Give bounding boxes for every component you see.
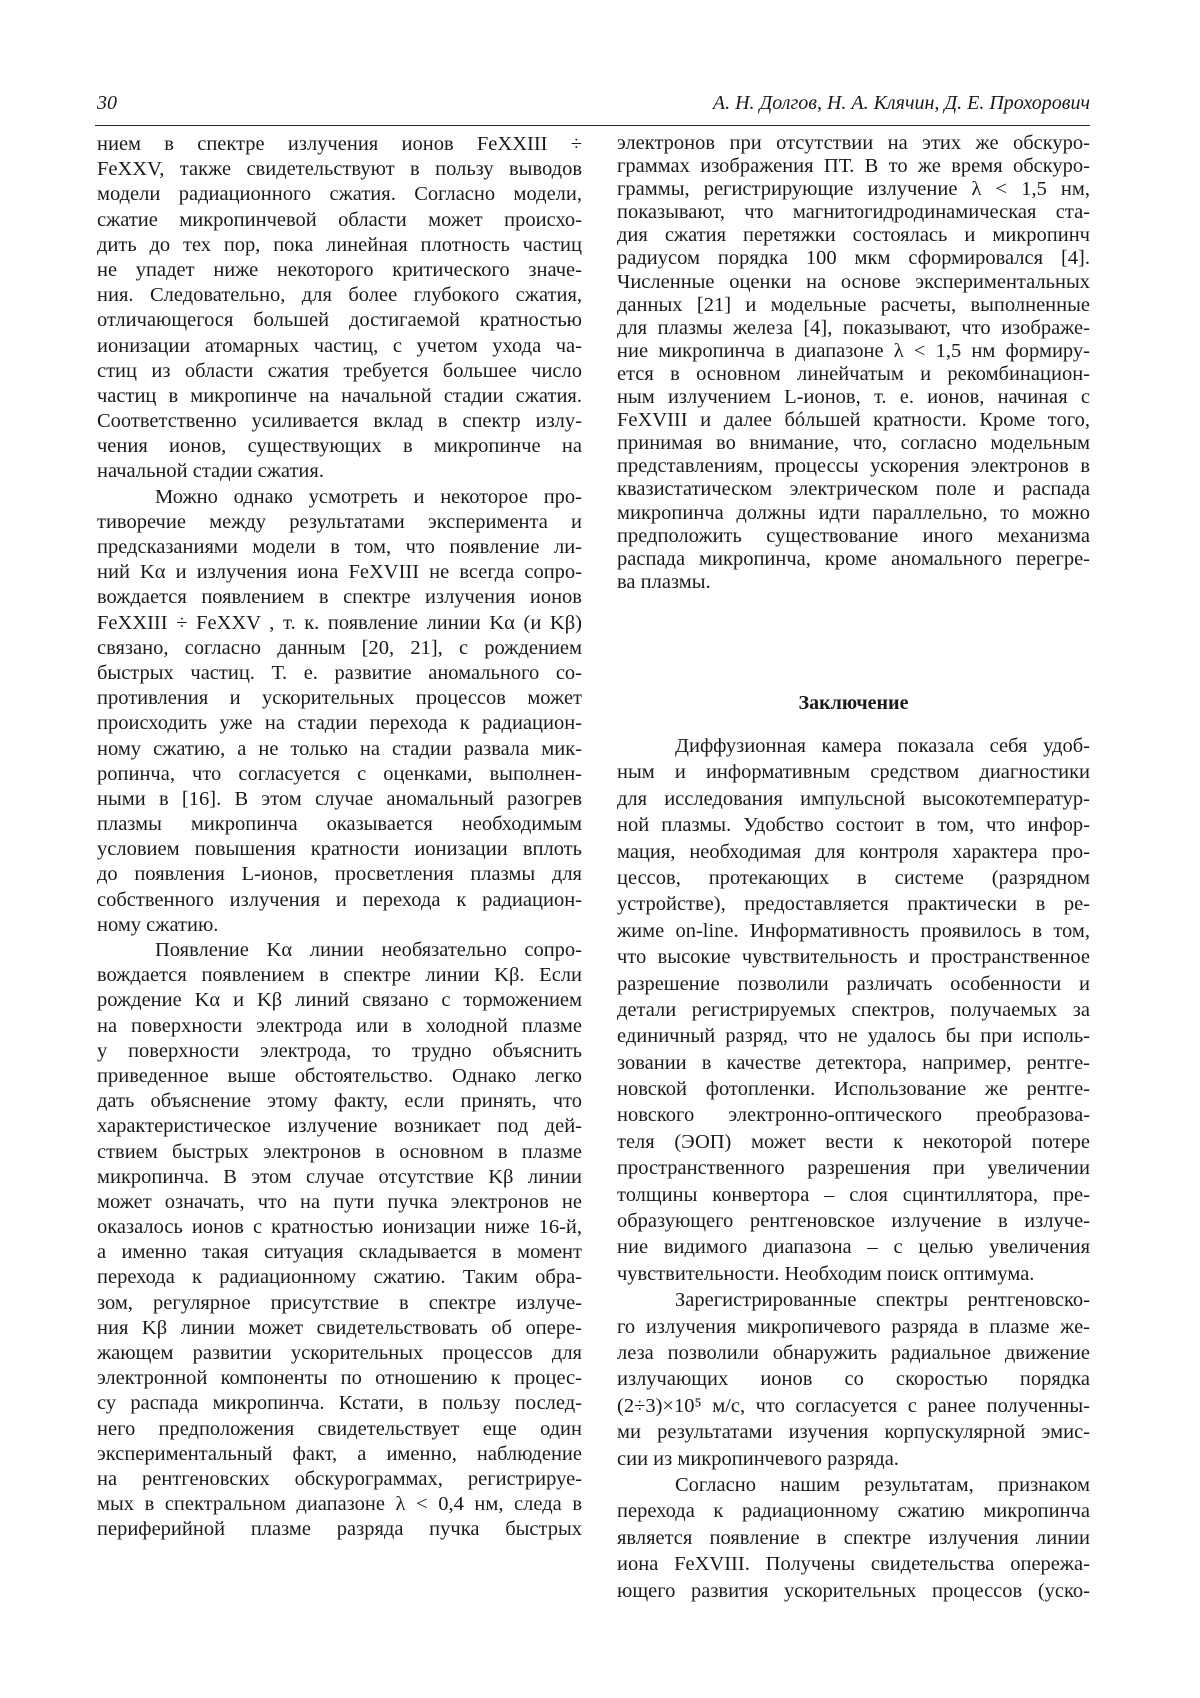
text-line: цессов, протекающих в системе (разрядном xyxy=(617,865,1090,891)
text-line: перехода к радиационному сжатию микропинча xyxy=(617,1498,1090,1524)
text-line: зовании в качестве детектора, например, рентге- xyxy=(617,1050,1090,1076)
text-line: оказалось ионов с кратностью ионизации ниже 16-й, xyxy=(97,1215,582,1240)
text-line: пространственного разрешения при увеличении xyxy=(617,1155,1090,1181)
text-line: распада микропинча, кроме аномального перегре- xyxy=(617,548,1090,571)
conclusion-body xyxy=(617,733,1090,1604)
text-line: ния Kβ линии может свидетельствовать об опере- xyxy=(97,1316,582,1341)
text-line: чувствительности. Необходим поиск оптимума. xyxy=(617,1261,1090,1287)
running-header-authors: А. Н. Долгов, Н. А. Клячин, Д. Е. Прохорович xyxy=(713,88,1090,118)
text-line: FeXXV, также свидетельствуют в пользу выводов xyxy=(97,157,582,182)
text-line: предположить существование иного механизма xyxy=(617,525,1090,548)
text-line: начальной стадии сжатия. xyxy=(97,459,582,484)
text-line: представлениям, процессы ускорения электронов в xyxy=(617,455,1090,478)
text-line: является появление в спектре излучения линии xyxy=(617,1525,1090,1551)
text-line: теля (ЭОП) может вести к некоторой потере xyxy=(617,1129,1090,1155)
text-line: ется в основном линейчатым и рекомбинацион- xyxy=(617,363,1090,386)
text-line: су распада микропинча. Кстати, в пользу послед- xyxy=(97,1391,582,1416)
text-line: Зарегистрированные спектры рентгеновско- xyxy=(617,1287,1090,1313)
text-line: микропинча. В этом случае отсутствие Kβ линии xyxy=(97,1165,582,1190)
right-column xyxy=(617,132,1090,594)
text-line: экспериментальный факт, а именно, наблюдение xyxy=(97,1442,582,1467)
text-line: данных [21] и модельные расчеты, выполненные xyxy=(617,294,1090,317)
paragraph xyxy=(97,132,582,485)
text-line: вождается появлением в спектре линии Kβ. Если xyxy=(97,963,582,988)
paragraph xyxy=(617,733,1090,1287)
text-line: чения ионов, существующих в микропинче на xyxy=(97,434,582,459)
paragraph xyxy=(617,1472,1090,1604)
text-line: радиусом порядка 100 мкм сформировался [4]. xyxy=(617,247,1090,270)
paragraph xyxy=(97,938,582,1543)
text-line: электронов при отсутствии на этих же обскуро- xyxy=(617,132,1090,155)
text-line: происходить уже на стадии перехода к радиацион- xyxy=(97,711,582,736)
text-line: противления и ускорительных процессов может xyxy=(97,686,582,711)
header-rule xyxy=(95,125,1090,126)
text-line: характеристическое излучение возникает под дей- xyxy=(97,1114,582,1139)
text-line: не упадет ниже некоторого критического значе- xyxy=(97,258,582,283)
text-line: жиме on-line. Информативность проявилось в том, xyxy=(617,918,1090,944)
text-line: периферийной плазме разряда пучка быстрых xyxy=(97,1517,582,1542)
text-line: предсказаниями модели в том, что появление ли- xyxy=(97,535,582,560)
text-line: дия сжатия перетяжки состоялась и микропинч xyxy=(617,224,1090,247)
text-line: Появление Kα линии необязательно сопро- xyxy=(97,938,582,963)
paragraph xyxy=(97,485,582,938)
text-line: ионизации атомарных частиц, с учетом ухода ча- xyxy=(97,334,582,359)
text-line: жающем развитии ускорительных процессов для xyxy=(97,1341,582,1366)
text-line: ствием быстрых электронов в основном в плазме xyxy=(97,1140,582,1165)
text-line: го излучения микропичевого разряда в плазме же- xyxy=(617,1314,1090,1340)
text-line: ному сжатию. xyxy=(97,913,582,938)
text-line: перехода к радиационному сжатию. Таким обра- xyxy=(97,1265,582,1290)
text-line: тиворечие между результатами эксперимента и xyxy=(97,510,582,535)
text-line: ний Kα и излучения иона FeXVIII не всегда сопро- xyxy=(97,560,582,585)
text-line: детали регистрируемых спектров, получаемых за xyxy=(617,997,1090,1023)
text-line: Диффузионная камера показала себя удоб- xyxy=(617,733,1090,759)
text-line: дить до тех пор, пока линейная плотность частиц xyxy=(97,233,582,258)
text-line: нием в спектре излучения ионов FeXXIII ÷ xyxy=(97,132,582,157)
text-line: собственного излучения и перехода к радиацион- xyxy=(97,888,582,913)
text-line: Численные оценки на основе экспериментальных xyxy=(617,271,1090,294)
text-line: ной плазмы. Удобство состоит в том, что инфор- xyxy=(617,812,1090,838)
text-line: FeXXIII ÷ FeXXV , т. к. появление линии Kα (и Kβ) xyxy=(97,611,582,636)
text-line: толщины конвертора – слоя сцинтиллятора, пре- xyxy=(617,1182,1090,1208)
text-line: FeXVIII и далее бóльшей кратности. Кроме того, xyxy=(617,409,1090,432)
text-line: ми результатами изучения корпускулярной эмис- xyxy=(617,1419,1090,1445)
text-line: новской фотопленки. Использование же рентге- xyxy=(617,1076,1090,1102)
text-line: ва плазмы. xyxy=(617,571,1090,594)
text-line: рождение Kα и Kβ линий связано с торможением xyxy=(97,988,582,1013)
text-line: вождается появлением в спектре излучения ионов xyxy=(97,585,582,610)
text-line: квазистатическом электрическом поле и распада xyxy=(617,478,1090,501)
text-line: отличающегося большей достигаемой кратностью xyxy=(97,308,582,333)
text-line: устройстве), предоставляется практически в ре- xyxy=(617,891,1090,917)
text-line: излучающих ионов со скоростью порядка xyxy=(617,1366,1090,1392)
text-line: сжатие микропинчевой области может происхо- xyxy=(97,208,582,233)
text-line: на рентгеновских обскурограммах, регистрируе- xyxy=(97,1467,582,1492)
text-line: может означать, что на пути пучка электронов не xyxy=(97,1190,582,1215)
text-line: электронной компоненты по отношению к процес- xyxy=(97,1366,582,1391)
text-line: мация, необходимая для контроля характера про- xyxy=(617,839,1090,865)
text-line: микропинча должны идти параллельно, то можно xyxy=(617,502,1090,525)
text-line: ющего развития ускорительных процессов (уско- xyxy=(617,1578,1090,1604)
conclusion-section xyxy=(617,690,1090,1604)
text-line: ния. Следовательно, для более глубокого сжатия, xyxy=(97,283,582,308)
text-line: приведенное выше обстоятельство. Однако легко xyxy=(97,1064,582,1089)
text-line: ным излучением L-ионов, т. е. ионов, начиная с xyxy=(617,386,1090,409)
text-line: новского электронно-оптического преобразова- xyxy=(617,1102,1090,1128)
text-line: иона FeXVIII. Получены свидетельства опережа- xyxy=(617,1551,1090,1577)
text-line: образующего рентгеновское излучение в излуче- xyxy=(617,1208,1090,1234)
text-line: граммы, регистрирующие излучение λ < 1,5 нм, xyxy=(617,178,1090,201)
text-line: а именно такая ситуация складывается в момент xyxy=(97,1240,582,1265)
text-line: дать объяснение этому факту, если принять, что xyxy=(97,1089,582,1114)
text-line: модели радиационного сжатия. Согласно модели, xyxy=(97,182,582,207)
text-line: плазмы микропинча оказывается необходимым xyxy=(97,812,582,837)
text-line: на поверхности электрода или в холодной плазме xyxy=(97,1014,582,1039)
text-line: условием повышения кратности ионизации вплоть xyxy=(97,837,582,862)
text-line: мых в спектральном диапазоне λ < 0,4 нм, следа в xyxy=(97,1492,582,1517)
text-line: ному сжатию, а не только на стадии развала мик- xyxy=(97,737,582,762)
left-column xyxy=(97,132,582,1543)
text-line: Согласно нашим результатам, признаком xyxy=(617,1472,1090,1498)
paragraph xyxy=(617,1287,1090,1472)
text-line: у поверхности электрода, то трудно объяснить xyxy=(97,1039,582,1064)
text-line: ропинча, что согласуется с оценками, выполнен- xyxy=(97,762,582,787)
text-line: ние микропинча в диапазоне λ < 1,5 нм формиру- xyxy=(617,340,1090,363)
text-line: что высокие чувствительность и пространственное xyxy=(617,944,1090,970)
text-line: Соответственно усиливается вклад в спектр излу- xyxy=(97,409,582,434)
text-line: связано, согласно данным [20, 21], с рождением xyxy=(97,636,582,661)
text-line: Можно однако усмотреть и некоторое про- xyxy=(97,485,582,510)
paragraph xyxy=(617,132,1090,594)
text-line: принимая во внимание, что, согласно модельным xyxy=(617,432,1090,455)
text-line: леза позволили обнаружить радиальное движение xyxy=(617,1340,1090,1366)
text-line: ным и информативным средством диагностики xyxy=(617,759,1090,785)
text-line: него предположения свидетельствует еще один xyxy=(97,1417,582,1442)
text-line: показывают, что магнитогидродинамическая ста- xyxy=(617,201,1090,224)
text-line: для исследования импульсной высокотемператур- xyxy=(617,786,1090,812)
section-heading: Заключение xyxy=(617,690,1090,716)
text-line: (2÷3)×10⁵ м/с, что согласуется с ранее полученны- xyxy=(617,1393,1090,1419)
text-line: быстрых частиц. Т. е. развитие аномального со- xyxy=(97,661,582,686)
page-number: 30 xyxy=(97,88,117,118)
text-line: ными в [16]. В этом случае аномальный разогрев xyxy=(97,787,582,812)
text-line: граммах изображения ПТ. В то же время обскуро- xyxy=(617,155,1090,178)
text-line: до появления L-ионов, просветления плазмы для xyxy=(97,862,582,887)
text-line: для плазмы железа [4], показывают, что изображе- xyxy=(617,317,1090,340)
text-line: единичный разряд, что не удалось бы при исполь- xyxy=(617,1023,1090,1049)
text-line: разрешение позволили различать особенности и xyxy=(617,971,1090,997)
text-line: зом, регулярное присутствие в спектре излуче- xyxy=(97,1291,582,1316)
text-line: стиц из области сжатия требуется большее число xyxy=(97,359,582,384)
right-column-body xyxy=(617,132,1090,594)
text-line: ние видимого диапазона – с целью увеличения xyxy=(617,1234,1090,1260)
text-line: сии из микропинчевого разряда. xyxy=(617,1446,1090,1472)
text-line: частиц в микропинче на начальной стадии сжатия. xyxy=(97,384,582,409)
